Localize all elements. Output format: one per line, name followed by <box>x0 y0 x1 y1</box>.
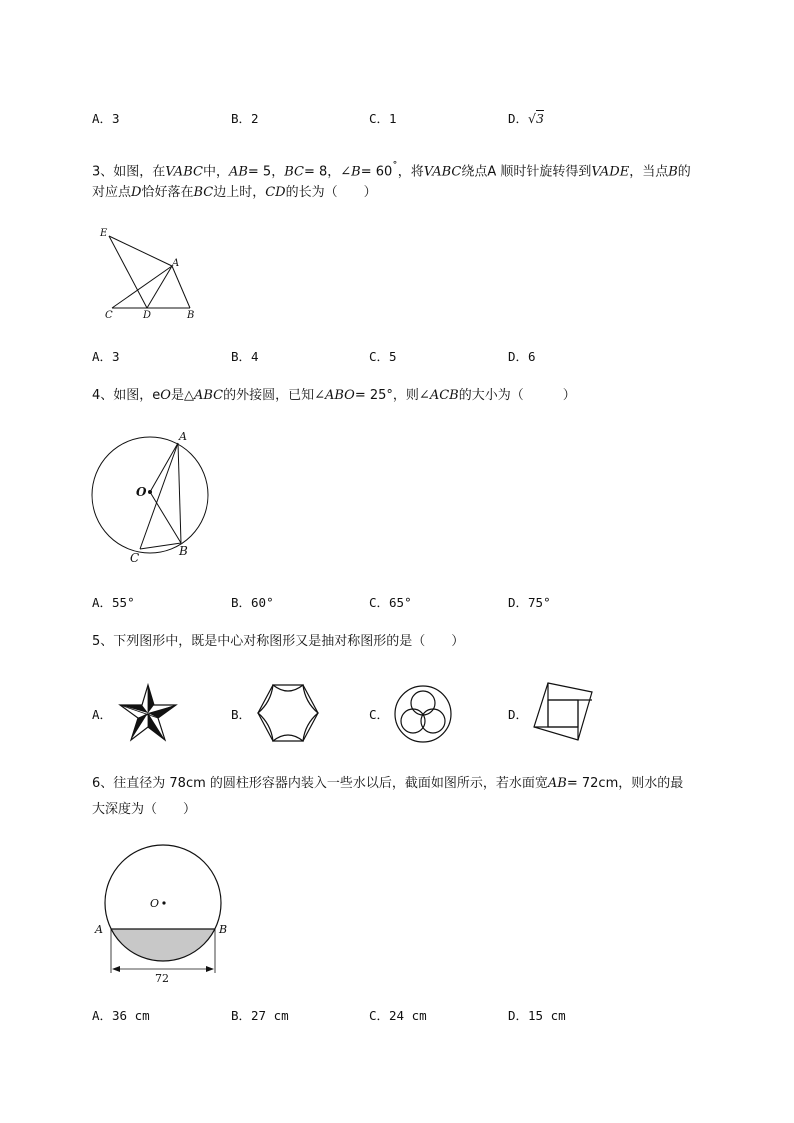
line-ea <box>109 236 172 266</box>
label-72: 72 <box>155 972 169 985</box>
sqrt-sign: √ <box>528 111 536 126</box>
q3-option-d[interactable]: D．6 <box>508 349 536 364</box>
line-oa <box>150 443 178 492</box>
q3-text: ，当点 <box>629 164 669 180</box>
q4-text: = 25°，则 <box>354 388 419 403</box>
q5-text: 下列图形中，既是中心对称图形又是抽对称图形的是（ ） <box>113 634 465 649</box>
q3-text: ，将 <box>397 164 424 180</box>
line-cb <box>140 543 181 549</box>
center-dot <box>148 490 152 494</box>
sqrt-radicand: 3 <box>536 111 544 126</box>
q4-option-a[interactable]: A．55° <box>92 595 135 610</box>
circumcircle <box>92 437 208 553</box>
q2-option-c[interactable]: C．1 <box>369 111 397 126</box>
q4-text: 如图，e <box>113 388 161 403</box>
q4-text: 的外接圆，已知 <box>223 388 315 403</box>
q2-option-a[interactable]: A．3 <box>92 111 120 126</box>
star-icon <box>117 683 179 745</box>
label-d: D <box>143 310 152 321</box>
q4-number: 4、 <box>92 388 114 403</box>
q4-option-c[interactable]: C．65° <box>369 595 412 610</box>
label-a: A <box>179 430 187 443</box>
center-dot <box>162 901 165 904</box>
label-b: B <box>187 310 195 321</box>
label-b: B <box>179 544 188 558</box>
q4-stem <box>92 383 576 409</box>
hexagon-arcs-icon <box>256 683 320 743</box>
q3-text: 恰好落在 <box>141 185 194 200</box>
q3-text: = 5， <box>247 164 285 180</box>
q3-text: 对应点 <box>92 185 132 200</box>
q4-figure <box>88 428 218 563</box>
q6-stem-line1 <box>92 771 683 797</box>
q3-triangle-ade: VADE <box>591 164 630 180</box>
q6-option-a[interactable]: A．36 cm <box>92 1008 150 1023</box>
label-e: E <box>100 228 108 239</box>
q6-figure <box>92 845 237 985</box>
label-c: C <box>130 551 140 565</box>
line-ob <box>150 492 181 543</box>
q3-text: 的 <box>677 164 691 180</box>
dim-arrow-right <box>206 966 214 972</box>
q4-text: 的大小为（ ） <box>458 388 576 403</box>
q6-ab: AB <box>547 776 567 791</box>
q5-option-b[interactable]: B． <box>231 707 252 722</box>
q6-text: 大深度为（ ） <box>92 802 197 817</box>
q4-triangle-abc: ABC <box>193 388 224 403</box>
q3-text: 绕点A 顺时针旋转得到 <box>461 164 592 180</box>
q5-option-a[interactable]: A． <box>92 707 113 722</box>
line-ca <box>112 266 172 308</box>
q4-angle-acb: ∠ACB <box>418 388 459 403</box>
q4-option-b[interactable]: B．60° <box>231 595 274 610</box>
line-da <box>147 266 172 308</box>
q3-point-d: D <box>131 185 142 200</box>
q4-option-d[interactable]: D．75° <box>508 595 551 610</box>
q3-figure <box>92 224 212 324</box>
q2-option-d[interactable] <box>508 109 544 127</box>
q4-text: 是△ <box>170 388 194 403</box>
q3-text: 边上时， <box>213 185 266 200</box>
q4-angle-abo: ∠ABO <box>314 388 355 403</box>
q3-degree: ˚ <box>392 160 398 173</box>
label-a: A <box>172 258 180 269</box>
q6-option-c[interactable]: C．24 cm <box>369 1008 427 1023</box>
q3-option-c[interactable]: C．5 <box>369 349 397 364</box>
q3-point-b: B <box>668 164 678 180</box>
label-b: B <box>219 923 228 936</box>
q5-stem <box>92 629 464 655</box>
q5-option-d[interactable]: D． <box>508 707 529 722</box>
q3-option-a[interactable]: A．3 <box>92 349 120 364</box>
q3-triangle-abc: VABC <box>165 164 203 180</box>
q3-text: 如图，在 <box>113 164 166 180</box>
water-region <box>111 929 215 961</box>
label-o: O <box>150 897 160 910</box>
q3-bc: BC <box>193 185 214 200</box>
label-o: O <box>136 485 147 499</box>
q2-option-d-label: D． <box>508 111 529 126</box>
q6-option-d[interactable]: D．15 cm <box>508 1008 566 1023</box>
line-ba <box>172 266 190 308</box>
q3-text: 的长为（ ） <box>285 185 377 200</box>
q6-option-b[interactable]: B．27 cm <box>231 1008 289 1023</box>
q3-angle-b: ∠B <box>340 164 361 180</box>
q3-triangle-abc: VABC <box>423 164 462 180</box>
line-ab <box>178 443 181 543</box>
q6-text: = 72cm，则水的最 <box>566 776 684 791</box>
q2-option-b[interactable]: B．2 <box>231 111 259 126</box>
q4-circle-o: O <box>160 388 171 403</box>
q3-ab: AB <box>228 164 248 180</box>
q6-number: 6、 <box>92 776 114 791</box>
label-c: C <box>105 310 113 321</box>
square-kite-icon <box>532 680 598 746</box>
q5-number: 5、 <box>92 634 114 649</box>
q3-number: 3、 <box>92 164 114 180</box>
q3-bc: BC <box>284 164 304 180</box>
q5-option-c[interactable]: C． <box>369 707 390 722</box>
q3-cd: CD <box>265 185 286 200</box>
q3-text: 中， <box>202 164 229 180</box>
dim-arrow-left <box>112 966 120 972</box>
q6-text: 往直径为 78cm 的圆柱形容器内装入一些水以后，截面如图所示，若水面宽 <box>113 776 548 791</box>
q3-text: = 60 <box>360 164 393 180</box>
q3-option-b[interactable]: B．4 <box>231 349 259 364</box>
q3-text: = 8， <box>303 164 341 180</box>
three-circles-icon <box>393 684 453 744</box>
q3-stem-line2 <box>92 180 377 206</box>
label-a: A <box>95 923 103 936</box>
q6-stem-line2 <box>92 797 196 823</box>
